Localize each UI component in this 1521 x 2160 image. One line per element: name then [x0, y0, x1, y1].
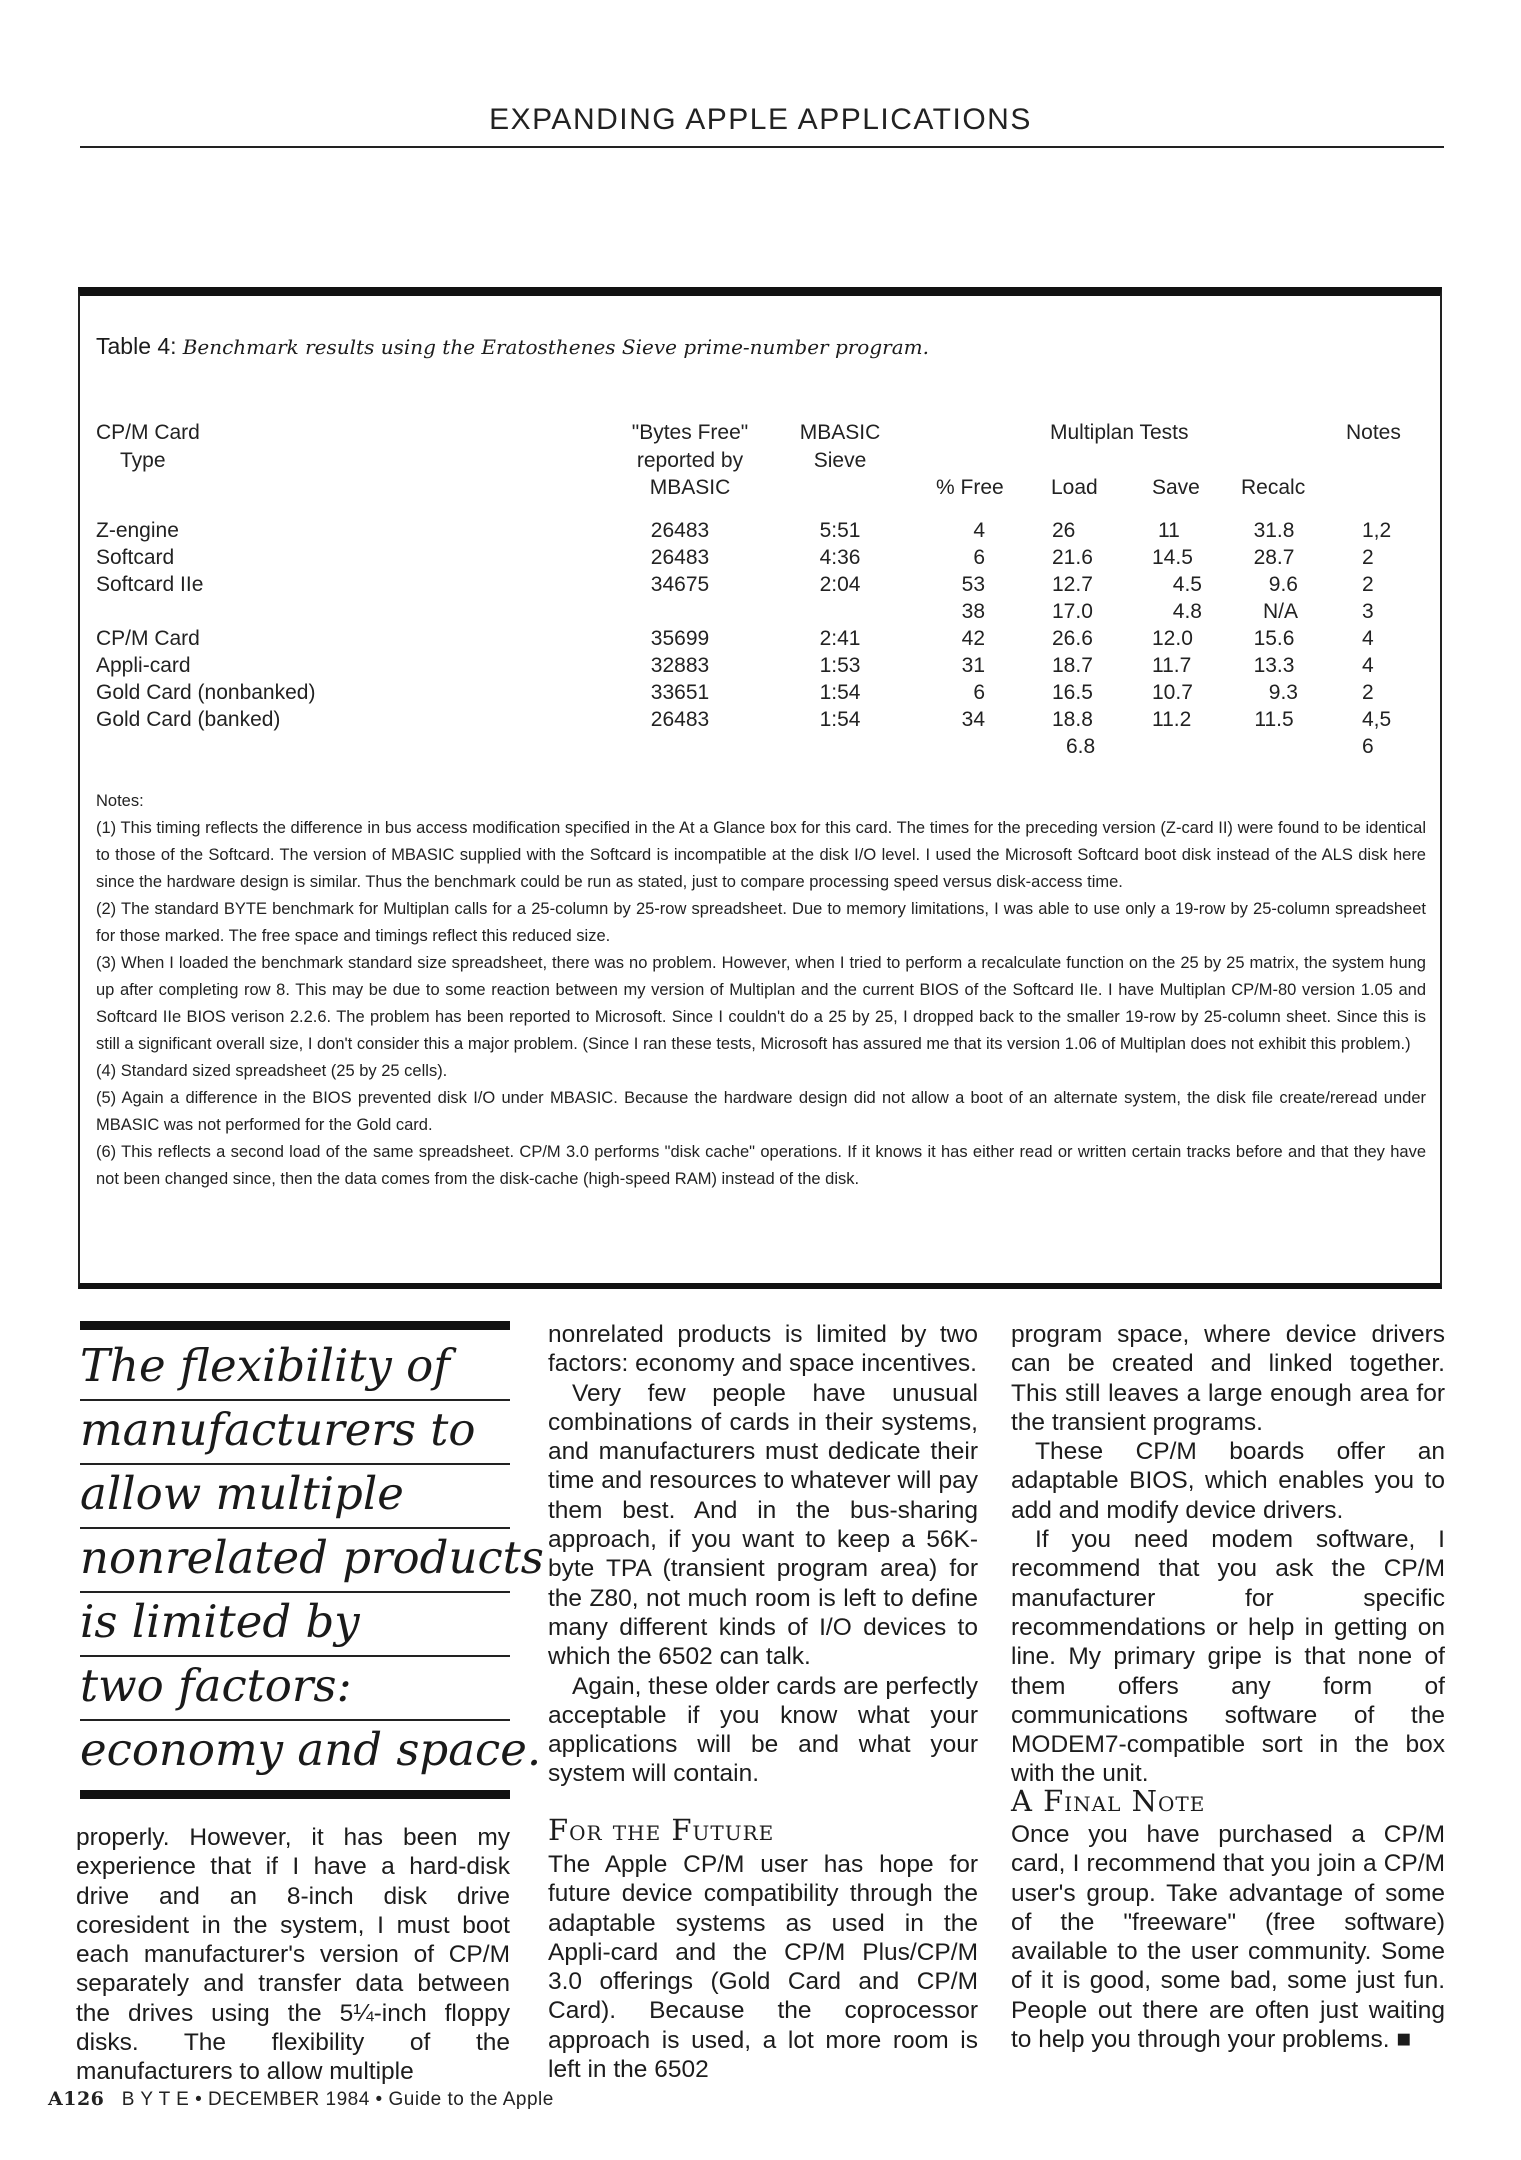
cell-bytes: 35699 — [650, 627, 710, 650]
cell-bytes: 26483 — [650, 519, 710, 542]
header-notes: Notes — [1346, 421, 1401, 444]
cell-free: 34 — [961, 708, 985, 731]
cell-load: 16.5 — [1052, 681, 1093, 704]
pull-quote-line: manufacturers to — [80, 1403, 476, 1456]
note-1: (1) This timing reflects the difference in bus access modification specified in the At a Glance box for this card. The times for the preceding version (Z-card II) were found to be identical to those of the Softcard. The version of MBASIC supplied with the Softcard is incompatible at the disk I/O level. I used the Microsoft Softcard boot disk instead of the ALS disk here since the hardware design is similar. Thus the benchmark could be run as stated, just to compare processing speed versus disk-access time. — [96, 819, 1426, 891]
header-multiplan: Multiplan Tests — [1050, 421, 1189, 444]
col3-paragraph: If you need modem software, I recommend that you ask the CP/M manufacturer for specific recommendations or help in getting on line. My primary gripe is that none of them offers any form of communications software of the MODEM7-compatible sort in the box with the unit. — [1011, 1526, 1445, 1788]
cell-save: 12.0 — [1152, 627, 1193, 650]
cell-notes: 1,2 — [1362, 519, 1392, 542]
header-card-type-1: CP/M Card — [96, 421, 200, 444]
col3-section-heading: A Final Note — [1011, 1784, 1206, 1818]
header-save: Save — [1152, 476, 1200, 499]
cell-sieve: 5:51 — [819, 519, 861, 542]
table-caption-text: Benchmark results using the Eratosthenes Sieve prime-number program. — [182, 335, 929, 359]
footer-text: B Y T E • DECEMBER 1984 • Guide to the Apple — [121, 2089, 554, 2110]
cell-save: 4.5 — [1172, 573, 1202, 596]
pull-quote-rule — [80, 1655, 510, 1657]
cell-free: 4 — [973, 519, 985, 542]
notes-title: Notes: — [96, 792, 144, 810]
header-rule — [80, 146, 1444, 148]
cell-save: 11.2 — [1152, 708, 1192, 731]
cell-recalc: 15.6 — [1253, 627, 1295, 650]
pull-quote-line: allow multiple — [80, 1467, 404, 1520]
pull-quote-line: nonrelated products — [80, 1531, 544, 1584]
cell-load: 21.6 — [1052, 546, 1093, 569]
pull-quote-line: two factors: — [80, 1659, 352, 1712]
cell-notes: 4 — [1362, 627, 1374, 650]
cell-bytes: 34675 — [650, 573, 710, 596]
cell-card: Z-engine — [96, 519, 179, 542]
cell-load: 26.6 — [1052, 627, 1093, 650]
cell-sieve: 2:41 — [819, 627, 861, 650]
running-header: EXPANDING APPLE APPLICATIONS — [489, 103, 1032, 136]
cell-recalc: 31.8 — [1253, 519, 1295, 542]
header-mbasic-2: Sieve — [813, 449, 867, 472]
cell-free: 42 — [961, 627, 985, 650]
note-3: (3) When I loaded the benchmark standard size spreadsheet, there was no problem. However, when I tried to perform a recalculate function on the 25 by 25 matrix, the system hung up after completing row 8. This may be due to some reaction between my version of Multiplan and the current BIOS of the Softcard IIe. I have Multiplan CP/M-80 version 1.05 and Softcard IIe BIOS verison 2.2.6. The problem has been reported to Microsoft. Since I couldn't do a 25 by 25, I dropped back to the smaller 19-row by 25-column sheet. Since this is still a significant overall size, I don't consider this a major problem. (Since I ran these tests, Microsoft has assured me that its version 1.06 of Multiplan does not exhibit this problem.) — [96, 954, 1426, 1053]
cell-load: 12.7 — [1052, 573, 1093, 596]
cell-notes: 2 — [1362, 546, 1374, 569]
cell-save: 11 — [1158, 519, 1180, 542]
table-notes — [96, 788, 1426, 1193]
cell-notes: 2 — [1362, 573, 1374, 596]
cell-bytes: 26483 — [650, 546, 710, 569]
header-mbasic-1: MBASIC — [799, 421, 881, 444]
header-bytes-1: "Bytes Free" — [631, 421, 749, 444]
cell-notes: 6 — [1362, 735, 1374, 758]
col1-paragraph: properly. However, it has been my experience that if I have a hard-disk drive and an 8-inch disk drive coresident in the system, I must boot each manufacturer's version of CP/M separately and transfer data between the drives using the 5¼-inch floppy disks. The flexibility of the manufacturers to allow multiple — [76, 1824, 510, 2086]
col2-paragraph: nonrelated products is limited by two factors: economy and space incentives. — [548, 1321, 978, 1378]
cell-notes: 4,5 — [1362, 708, 1392, 731]
cell-load: 26 — [1052, 519, 1076, 542]
cell-recalc: 28.7 — [1253, 546, 1295, 569]
cell-card: Gold Card (nonbanked) — [96, 681, 316, 704]
column-2-continued — [548, 1850, 978, 2084]
col3-paragraph: program space, where device drivers can be created and linked together. This still leaves a large enough area for the transient programs. — [1011, 1321, 1445, 1436]
col3-paragraph: These CP/M boards offer an adaptable BIOS, which enables you to add and modify device drivers. — [1011, 1438, 1445, 1524]
cell-card: Gold Card (banked) — [96, 708, 281, 731]
cell-load: 17.0 — [1052, 600, 1093, 623]
cell-save: 4.8 — [1172, 600, 1202, 623]
cell-save: 10.7 — [1152, 681, 1193, 704]
cell-sieve: 1:54 — [819, 681, 861, 704]
cell-sieve: 2:04 — [819, 573, 861, 596]
cell-load: 18.8 — [1052, 708, 1093, 731]
cell-card: Softcard — [96, 546, 175, 569]
pull-quote-top-rule — [80, 1321, 510, 1330]
cell-free: 6 — [973, 546, 985, 569]
header-load: Load — [1051, 476, 1098, 499]
cell-card: CP/M Card — [96, 627, 200, 650]
column-3 — [1011, 1320, 1445, 1789]
col2-paragraph: Very few people have unusual combinations of cards in their systems, and manufacturers must dedicate their time and resources to whatever will pay them best. And in the bus-sharing approach, if you want to keep a 56K-byte TPA (transient program area) for the Z80, not much room is left to define many different kinds of I/O devices to which the 6502 can talk. — [548, 1379, 978, 1671]
table-label: Table 4: — [96, 333, 177, 359]
cell-save: 11.7 — [1152, 654, 1192, 677]
page-footer — [48, 2088, 554, 2111]
cell-free: 31 — [961, 654, 985, 677]
cell-load: 6.8 — [1066, 735, 1096, 758]
pull-quote-bottom-rule — [80, 1790, 510, 1799]
note-5: (5) Again a difference in the BIOS prevented disk I/O under MBASIC. Because the hardware design did not allow a boot of an alternate system, the disk file create/reread under MBASIC was not performed for the Gold card. — [96, 1089, 1426, 1134]
cell-card: Appli-card — [96, 654, 191, 677]
col2-paragraph: The Apple CP/M user has hope for future device compatibility through the adaptable systems as used in the Appli-card and the CP/M Plus/CP/M 3.0 offerings (Gold Card and CP/M Card). Because the coprocessor approach is used, a lot more room is left in the 6502 — [548, 1851, 978, 2084]
cell-notes: 2 — [1362, 681, 1374, 704]
cell-save: 14.5 — [1152, 546, 1193, 569]
cell-recalc: N/A — [1262, 600, 1298, 623]
cell-sieve: 1:53 — [819, 654, 861, 677]
pull-quote-line: is limited by — [80, 1595, 360, 1648]
page-number: A126 — [48, 2088, 105, 2110]
cell-bytes: 26483 — [650, 708, 710, 731]
col3-paragraph: Once you have purchased a CP/M card, I recommend that you join a CP/M user's group. Take advantage of some of the "freeware" (free software) available to the user community. Some of it is good, some bad, some just fun. People out there are often just waiting to help you through your problems. ■ — [1011, 1821, 1445, 2054]
pull-quote-rule — [80, 1399, 510, 1401]
cell-sieve: 1:54 — [819, 708, 861, 731]
column-1 — [76, 1823, 510, 2087]
pull-quote-line: economy and space. — [80, 1723, 542, 1776]
cell-free: 6 — [973, 681, 985, 704]
cell-notes: 3 — [1362, 600, 1374, 623]
cell-recalc: 9.3 — [1268, 681, 1298, 704]
table-caption — [96, 333, 929, 360]
pull-quote-rule — [80, 1591, 510, 1593]
cell-free: 53 — [961, 573, 985, 596]
header-recalc: Recalc — [1241, 476, 1306, 499]
header-card-type-2: Type — [120, 449, 166, 472]
cell-sieve: 4:36 — [819, 546, 861, 569]
pull-quote-rule — [80, 1527, 510, 1529]
note-4: (4) Standard sized spreadsheet (25 by 25 cells). — [96, 1062, 448, 1080]
column-3-continued — [1011, 1820, 1445, 2054]
cell-recalc: 13.3 — [1253, 654, 1295, 677]
cell-card: Softcard IIe — [96, 573, 204, 596]
col2-section-heading: For the Future — [548, 1813, 775, 1847]
cell-recalc: 9.6 — [1268, 573, 1298, 596]
cell-bytes: 33651 — [650, 681, 710, 704]
header-bytes-2: reported by — [636, 449, 744, 472]
pull-quote-line: The flexibility of — [80, 1339, 450, 1392]
note-2: (2) The standard BYTE benchmark for Multiplan calls for a 25-column by 25-row spreadsheet. Due to memory limitations, I was able to use only a 19-row by 25-column spreadsheet for those marked. The free space and timings reflect this reduced size. — [96, 900, 1426, 945]
note-6: (6) This reflects a second load of the same spreadsheet. CP/M 3.0 performs "disk cache" operations. If it knows it has either read or written certain tracks before and that they have not been changed since, then the data comes from the disk-cache (high-speed RAM) instead of the disk. — [96, 1143, 1426, 1188]
cell-bytes: 32883 — [650, 654, 710, 677]
pull-quote-rule — [80, 1719, 510, 1721]
cell-free: 38 — [961, 600, 985, 623]
header-free: % Free — [936, 476, 1004, 499]
cell-notes: 4 — [1362, 654, 1374, 677]
header-bytes-3: MBASIC — [649, 476, 731, 499]
column-2 — [548, 1320, 978, 1789]
cell-recalc: 11.5 — [1254, 708, 1294, 731]
pull-quote-rule — [80, 1463, 510, 1465]
cell-load: 18.7 — [1052, 654, 1093, 677]
col2-paragraph: Again, these older cards are perfectly acceptable if you know what your applications will be and what your system will contain. — [548, 1672, 978, 1788]
